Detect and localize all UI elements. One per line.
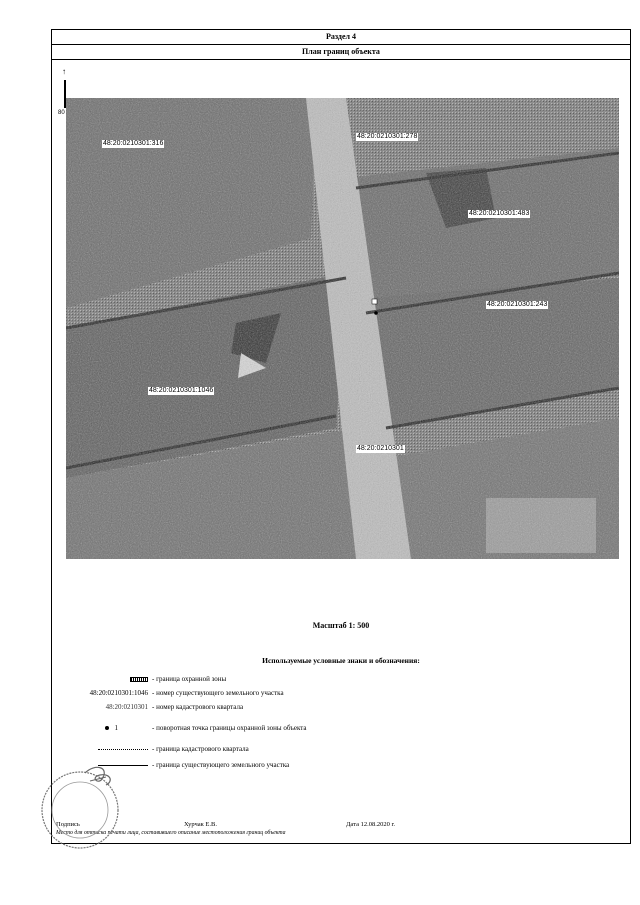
turning-point-marker bbox=[374, 311, 378, 315]
parcel-label-243: 48:20:0210301:243 bbox=[487, 301, 548, 308]
legend-item-parcel-number: 48:20:0210301:1046 - номер существующего земельного участка bbox=[89, 689, 284, 697]
map-scale: Масштаб 1: 500 bbox=[312, 621, 370, 630]
section-header: Раздел 4 bbox=[52, 30, 630, 45]
signature-date: Дата 12.08.2020 г. bbox=[346, 821, 396, 828]
map-image bbox=[66, 98, 619, 559]
plan-title: План границ объекта bbox=[52, 45, 630, 60]
signer-name: Хурчак Е.В. bbox=[184, 821, 217, 828]
legend-symbol-dotted-line bbox=[52, 745, 148, 753]
signature-label: Подпись bbox=[56, 821, 80, 828]
legend-item-turning-point: 1 - поворотная точка границы охранной зоны объекта bbox=[52, 724, 630, 736]
legend-item-parcel-boundary: - граница существующего земельного участка bbox=[52, 761, 630, 773]
parcel-label-278: 48:20:0210301:278 bbox=[357, 133, 418, 140]
parcel-label-483: 48:20:0210301:483 bbox=[469, 210, 530, 217]
parcel-label-316: 48:20:0210301:316 bbox=[103, 140, 164, 147]
north-arrow-label: 80 bbox=[58, 110, 65, 116]
legend-item-quarter-boundary: - граница кадастрового квартала bbox=[52, 745, 630, 757]
legend-symbol-hatched-line bbox=[52, 675, 148, 683]
point-marker-icon bbox=[105, 726, 109, 730]
official-stamp bbox=[40, 755, 120, 855]
legend-title: Используемые условные знаки и обозначения: bbox=[262, 656, 420, 665]
parcel-label-1046: 48:20:0210301:1046 bbox=[149, 387, 214, 394]
document-frame bbox=[51, 29, 631, 844]
satellite-map bbox=[66, 98, 619, 559]
quarter-label: 48:20:0210301 bbox=[357, 445, 404, 452]
stamp-place-note: Место для оттиска печати лица, составившего описание местоположения границ объекта bbox=[56, 830, 286, 836]
north-arrow-icon: ↑ bbox=[62, 67, 66, 76]
legend-item-quarter-number: 48:20:0210301 - номер кадастрового квартала bbox=[105, 703, 244, 711]
legend-item-protection-zone: - граница охранной зоны bbox=[52, 675, 630, 687]
